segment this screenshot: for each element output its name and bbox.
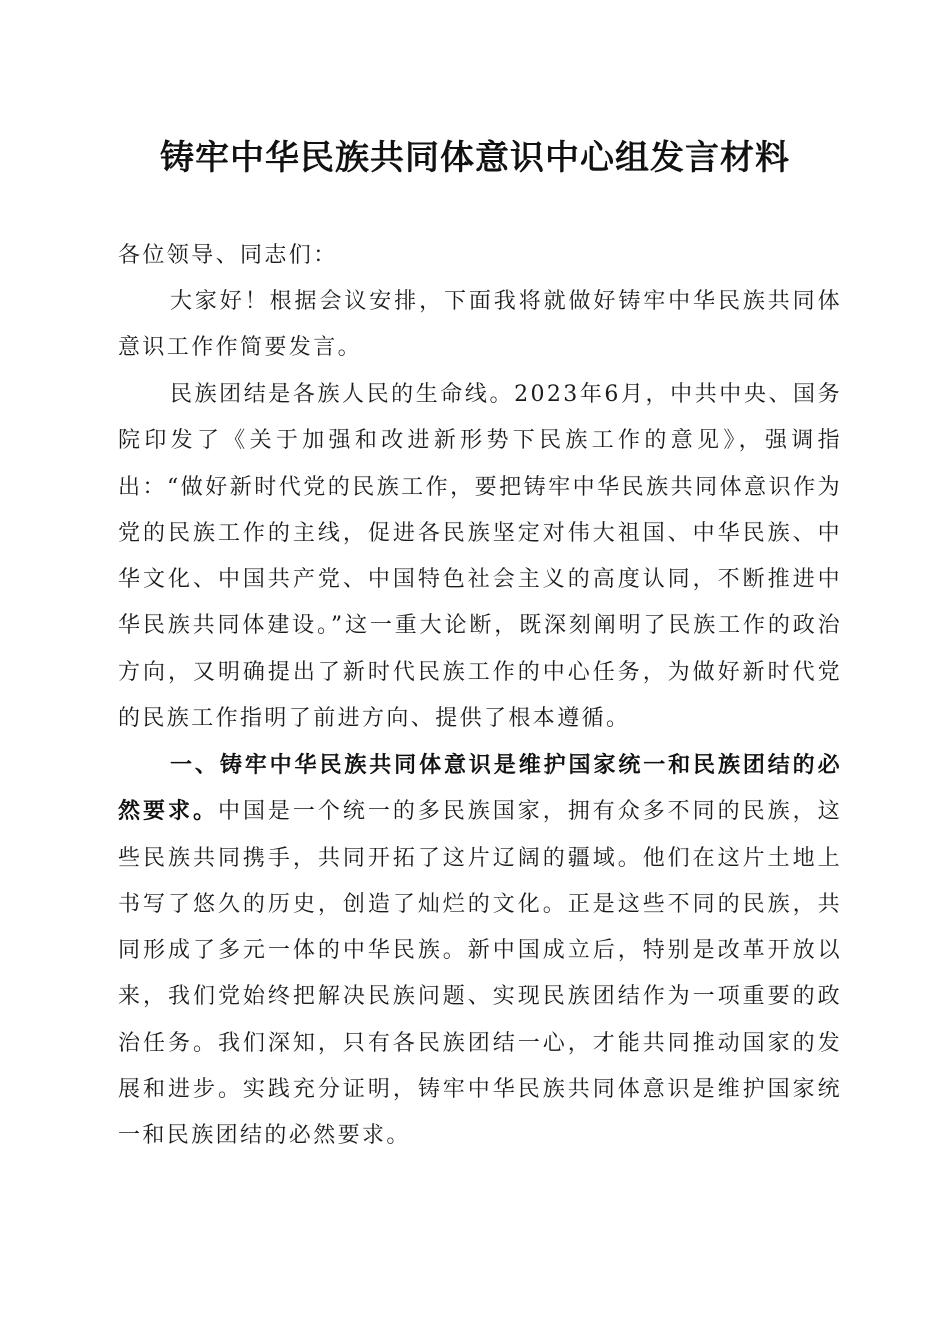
- salutation: 各位领导、同志们：: [118, 243, 338, 268]
- paragraph-opening: [118, 279, 842, 372]
- paragraph-text: 民族团结是各族人民的生命线。2023年6月，中共中央、国务院印发了《关于加强和改进新形势下民族工作的意见》，强调指出：“做好新时代党的民族工作，要把铸牢中华民族共同体意识作为党的民族工作的主线，促进各民族坚定对伟大祖国、中华民族、中华文化、中国共产党、中国特色社会主义的高度认同，不断推进中华民族共同体建设。”这一重大论断，既深刻阐明了民族工作的政治方向，又明确提出了新时代民族工作的中心任务，为做好新时代党的民族工作指明了前进方向、提供了根本遵循。: [118, 382, 842, 732]
- section-heading: 一、铸牢中华民族共同体意识是维护国家统一和民族团结的必然要求。: [118, 753, 842, 825]
- paragraph-text: 中国是一个统一的多民族国家，拥有众多不同的民族，这些民族共同携手，共同开拓了这片辽阔的疆域。他们在这片土地上书写了悠久的历史，创造了灿烂的文化。正是这些不同的民族，共同形成了多元一体的中华民族。新中国成立后，特别是改革开放以来，我们党始终把解决民族问题、实现民族团结作为一项重要的政治任务。我们深知，只有各民族团结一心，才能共同推动国家的发展和进步。实践充分证明，铸牢中华民族共同体意识是维护国家统一和民族团结的必然要求。: [118, 799, 842, 1149]
- paragraph-section-one: [118, 743, 842, 1160]
- paragraph-background: [118, 372, 842, 742]
- document-title: 铸牢中华民族共同体意识中心组发言材料: [160, 138, 790, 178]
- paragraph-text: 大家好！根据会议安排，下面我将就做好铸牢中华民族共同体意识工作作简要发言。: [118, 289, 842, 361]
